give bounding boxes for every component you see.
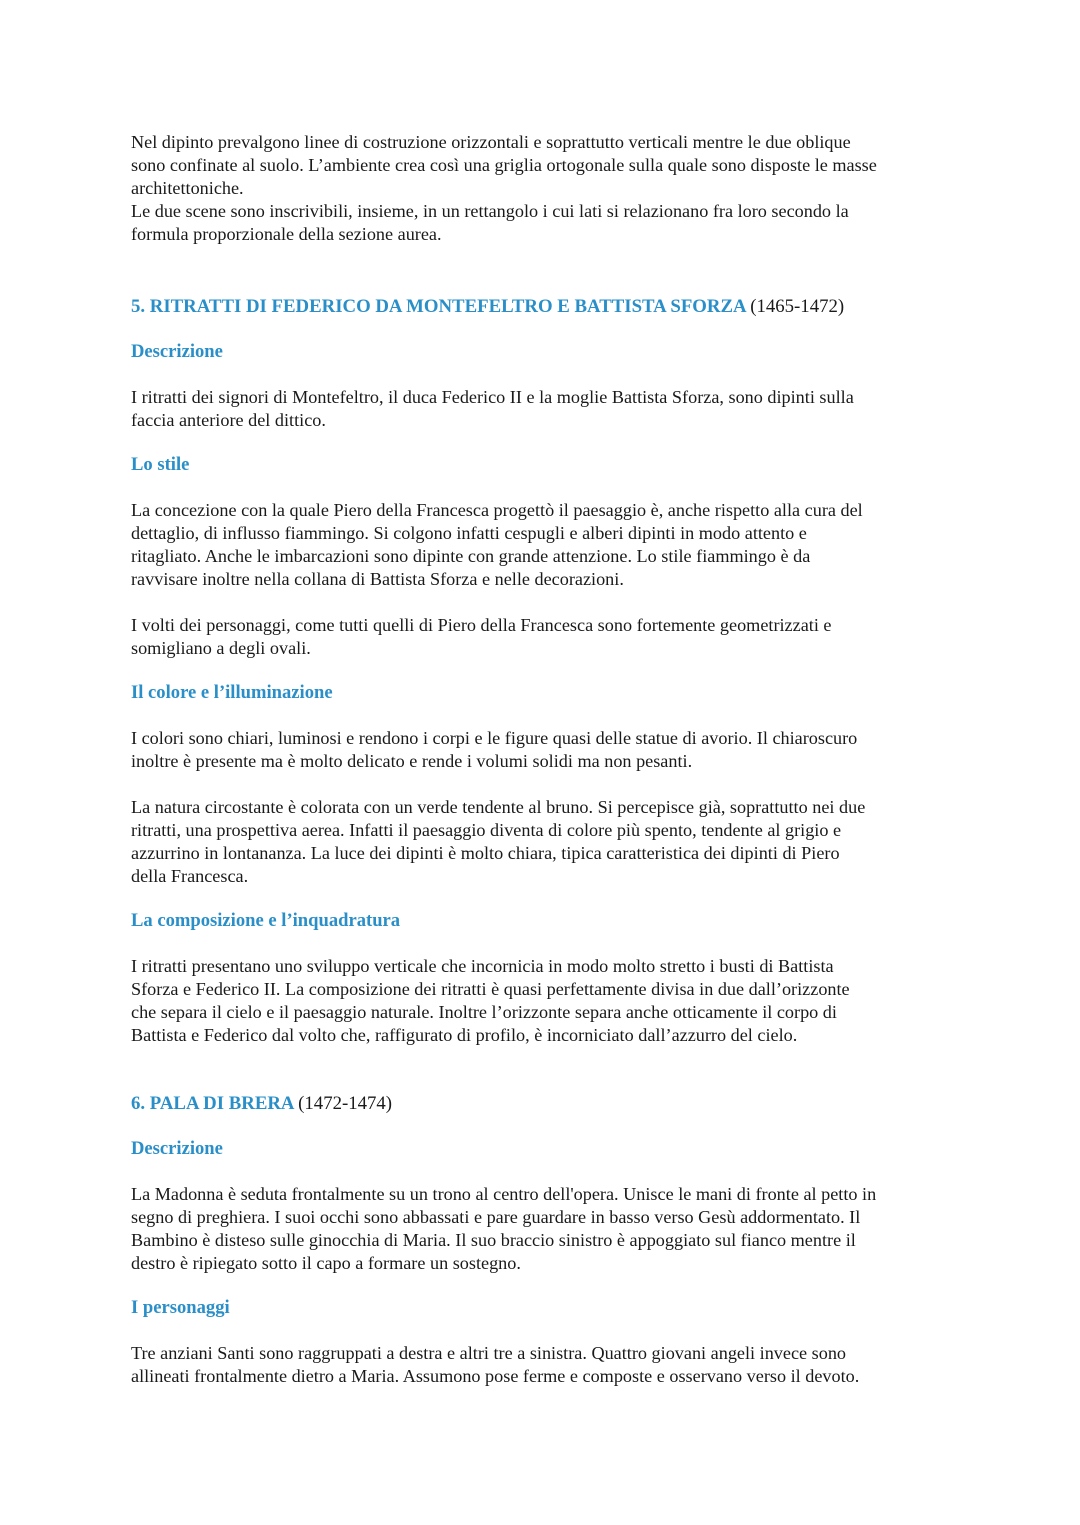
text-line: allineati frontalmente dietro a Maria. Assumono pose ferme e composte e osservano verso il devoto.	[131, 1366, 860, 1386]
text-line: Sforza e Federico II. La composizione dei ritratti è quasi perfettamente divisa in due dall’orizzonte	[131, 979, 850, 999]
section-5-stile-paragraph-1	[131, 499, 961, 591]
text-line: dettaglio, di influsso fiammingo. Si colgono infatti cespugli e alberi dipinti in modo attento e	[131, 523, 807, 543]
section-5-title	[131, 295, 961, 319]
section-5-composizione-heading: La composizione e l’inquadratura	[131, 910, 401, 931]
text-line: che separa il cielo e il paesaggio naturale. Inoltre l’orizzonte separa anche otticamente il corpo di	[131, 1002, 837, 1022]
text-line: I volti dei personaggi, come tutti quelli di Piero della Francesca sono fortemente geometrizzati e	[131, 615, 832, 635]
text-line: somigliano a degli ovali.	[131, 638, 311, 658]
text-line: La Madonna è seduta frontalmente su un trono al centro dell'opera. Unisce le mani di fronte al petto in	[131, 1184, 877, 1204]
text-line: I colori sono chiari, luminosi e rendono i corpi e le figure quasi delle statue di avorio. Il chiaroscuro	[131, 728, 858, 748]
text-line: ritratti, una prospettiva aerea. Infatti il paesaggio diventa di colore più spento, tendente al grigio e	[131, 820, 842, 840]
section-6-personaggi-heading: I personaggi	[131, 1297, 230, 1318]
section-5-composizione-paragraph	[131, 955, 961, 1047]
section-5-stile-heading: Lo stile	[131, 454, 190, 475]
text-line: Tre anziani Santi sono raggruppati a destra e altri tre a sinistra. Quattro giovani angeli invece sono	[131, 1343, 847, 1363]
section-5-stile-paragraph-2	[131, 614, 961, 660]
text-line: della Francesca.	[131, 866, 249, 886]
intro-paragraph-2	[131, 200, 961, 246]
text-line: faccia anteriore del dittico.	[131, 410, 326, 430]
section-6-personaggi-paragraph	[131, 1342, 961, 1388]
text-line: Le due scene sono inscrivibili, insieme, in un rettangolo i cui lati si relazionano fra loro secondo la	[131, 201, 849, 221]
text-line: segno di preghiera. I suoi occhi sono abbassati e pare guardare in basso verso Gesù addormentato. Il	[131, 1207, 861, 1227]
section-5-descrizione-heading: Descrizione	[131, 341, 223, 362]
section-6-title	[131, 1092, 961, 1116]
text-line: azzurrino in lontananza. La luce dei dipinti è molto chiara, tipica caratteristica dei dipinti di Piero	[131, 843, 840, 863]
document-page	[131, 131, 961, 1388]
section-5-descrizione-paragraph	[131, 386, 961, 432]
text-line: sono confinate al suolo. L’ambiente crea così una griglia ortogonale sulla quale sono disposte le masse	[131, 155, 877, 175]
text-line: Battista e Federico dal volto che, raffigurato di profilo, è incorniciato dall’azzurro del cielo.	[131, 1025, 798, 1045]
section-6-title-text: 6. PALA DI BRERA	[131, 1093, 294, 1114]
text-line: I ritratti presentano uno sviluppo verticale che incornicia in modo molto stretto i busti di Battista	[131, 956, 834, 976]
section-5-dates: (1465-1472)	[750, 296, 845, 317]
text-line: inoltre è presente ma è molto delicato e rende i volumi solidi ma non pesanti.	[131, 751, 693, 771]
section-5-title-text: 5. RITRATTI DI FEDERICO DA MONTEFELTRO E BATTISTA SFORZA	[131, 296, 746, 317]
section-6-descrizione-paragraph	[131, 1183, 961, 1275]
text-line: ritagliato. Anche le imbarcazioni sono dipinte con grande attenzione. Lo stile fiammingo è da	[131, 546, 811, 566]
section-5-colore-paragraph-1	[131, 727, 961, 773]
text-line: Nel dipinto prevalgono linee di costruzione orizzontali e soprattutto verticali mentre le due oblique	[131, 132, 851, 152]
text-line: Bambino è disteso sulle ginocchia di Maria. Il suo braccio sinistro è appoggiato sul fianco mentre il	[131, 1230, 856, 1250]
text-line: formula proporzionale della sezione aurea.	[131, 224, 442, 244]
section-6-dates: (1472-1474)	[298, 1093, 393, 1114]
text-line: ravvisare inoltre nella collana di Battista Sforza e nelle decorazioni.	[131, 569, 624, 589]
section-5-colore-paragraph-2	[131, 796, 961, 888]
text-line: La natura circostante è colorata con un verde tendente al bruno. Si percepisce già, soprattutto nei due	[131, 797, 866, 817]
text-line: destro è ripiegato sotto il capo a formare un sostegno.	[131, 1253, 521, 1273]
intro-paragraph-1	[131, 131, 961, 200]
text-line: architettoniche.	[131, 178, 244, 198]
text-line: I ritratti dei signori di Montefeltro, il duca Federico II e la moglie Battista Sforza, sono dipinti sulla	[131, 387, 854, 407]
text-line: La concezione con la quale Piero della Francesca progettò il paesaggio è, anche rispetto alla cura del	[131, 500, 863, 520]
section-5-colore-heading: Il colore e l’illuminazione	[131, 682, 333, 703]
section-6-descrizione-heading: Descrizione	[131, 1138, 223, 1159]
